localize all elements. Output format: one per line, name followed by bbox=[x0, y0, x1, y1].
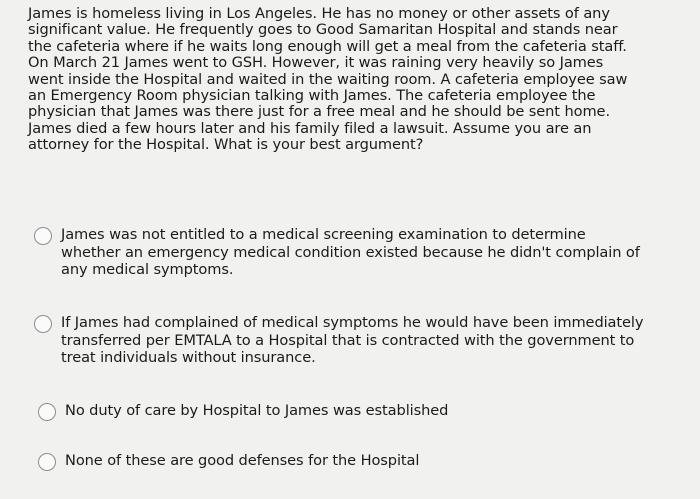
option-line: treat individuals without insurance. bbox=[61, 349, 316, 366]
question-line: an Emergency Room physician talking with James. The cafeteria employee the bbox=[28, 87, 596, 105]
question-line: went inside the Hospital and waited in the waiting room. A cafeteria employee saw bbox=[28, 70, 628, 88]
question-line: significant value. He frequently goes to Good Samaritan Hospital and stands near bbox=[28, 21, 618, 39]
option-line: None of these are good defenses for the Hospital bbox=[65, 452, 420, 469]
question-line: James died a few hours later and his family filed a lawsuit. Assume you are an bbox=[28, 119, 592, 137]
question-line: the cafeteria where if he waits long enough will get a meal from the cafeteria staff. bbox=[28, 37, 627, 55]
option-line: whether an emergency medical condition existed because he didn't complain of bbox=[61, 243, 640, 261]
answer-option-3-label[interactable] bbox=[65, 402, 448, 420]
radio-button-3[interactable] bbox=[38, 403, 56, 421]
option-line: any medical symptoms. bbox=[61, 261, 234, 278]
answer-option-1-label[interactable] bbox=[61, 226, 640, 279]
question-line: On March 21 James went to GSH. However, it was raining very heavily so James bbox=[28, 54, 604, 72]
answer-option-2-label[interactable] bbox=[61, 314, 643, 367]
answer-option-2[interactable] bbox=[34, 314, 674, 367]
radio-button-2[interactable] bbox=[34, 315, 52, 333]
option-line: If James had complained of medical symptoms he would have been immediately bbox=[61, 314, 644, 331]
option-line: transferred per EMTALA to a Hospital that is contracted with the government to bbox=[61, 331, 635, 349]
question-line: attorney for the Hospital. What is your best argument? bbox=[28, 136, 424, 154]
answer-option-4[interactable] bbox=[38, 452, 678, 471]
option-line: No duty of care by Hospital to James was established bbox=[65, 402, 449, 419]
question-line: James is homeless living in Los Angeles. He has no money or other assets of any bbox=[28, 5, 610, 22]
option-line: James was not entitled to a medical screening examination to determine bbox=[61, 226, 586, 243]
question-line: physician that James was there just for a free meal and he should be sent home. bbox=[28, 103, 610, 121]
answer-option-4-label[interactable] bbox=[65, 452, 419, 470]
answer-option-3[interactable] bbox=[38, 402, 678, 421]
answer-option-1[interactable] bbox=[34, 226, 674, 279]
question-text bbox=[28, 6, 683, 154]
radio-button-1[interactable] bbox=[34, 227, 52, 245]
radio-button-4[interactable] bbox=[38, 453, 56, 471]
